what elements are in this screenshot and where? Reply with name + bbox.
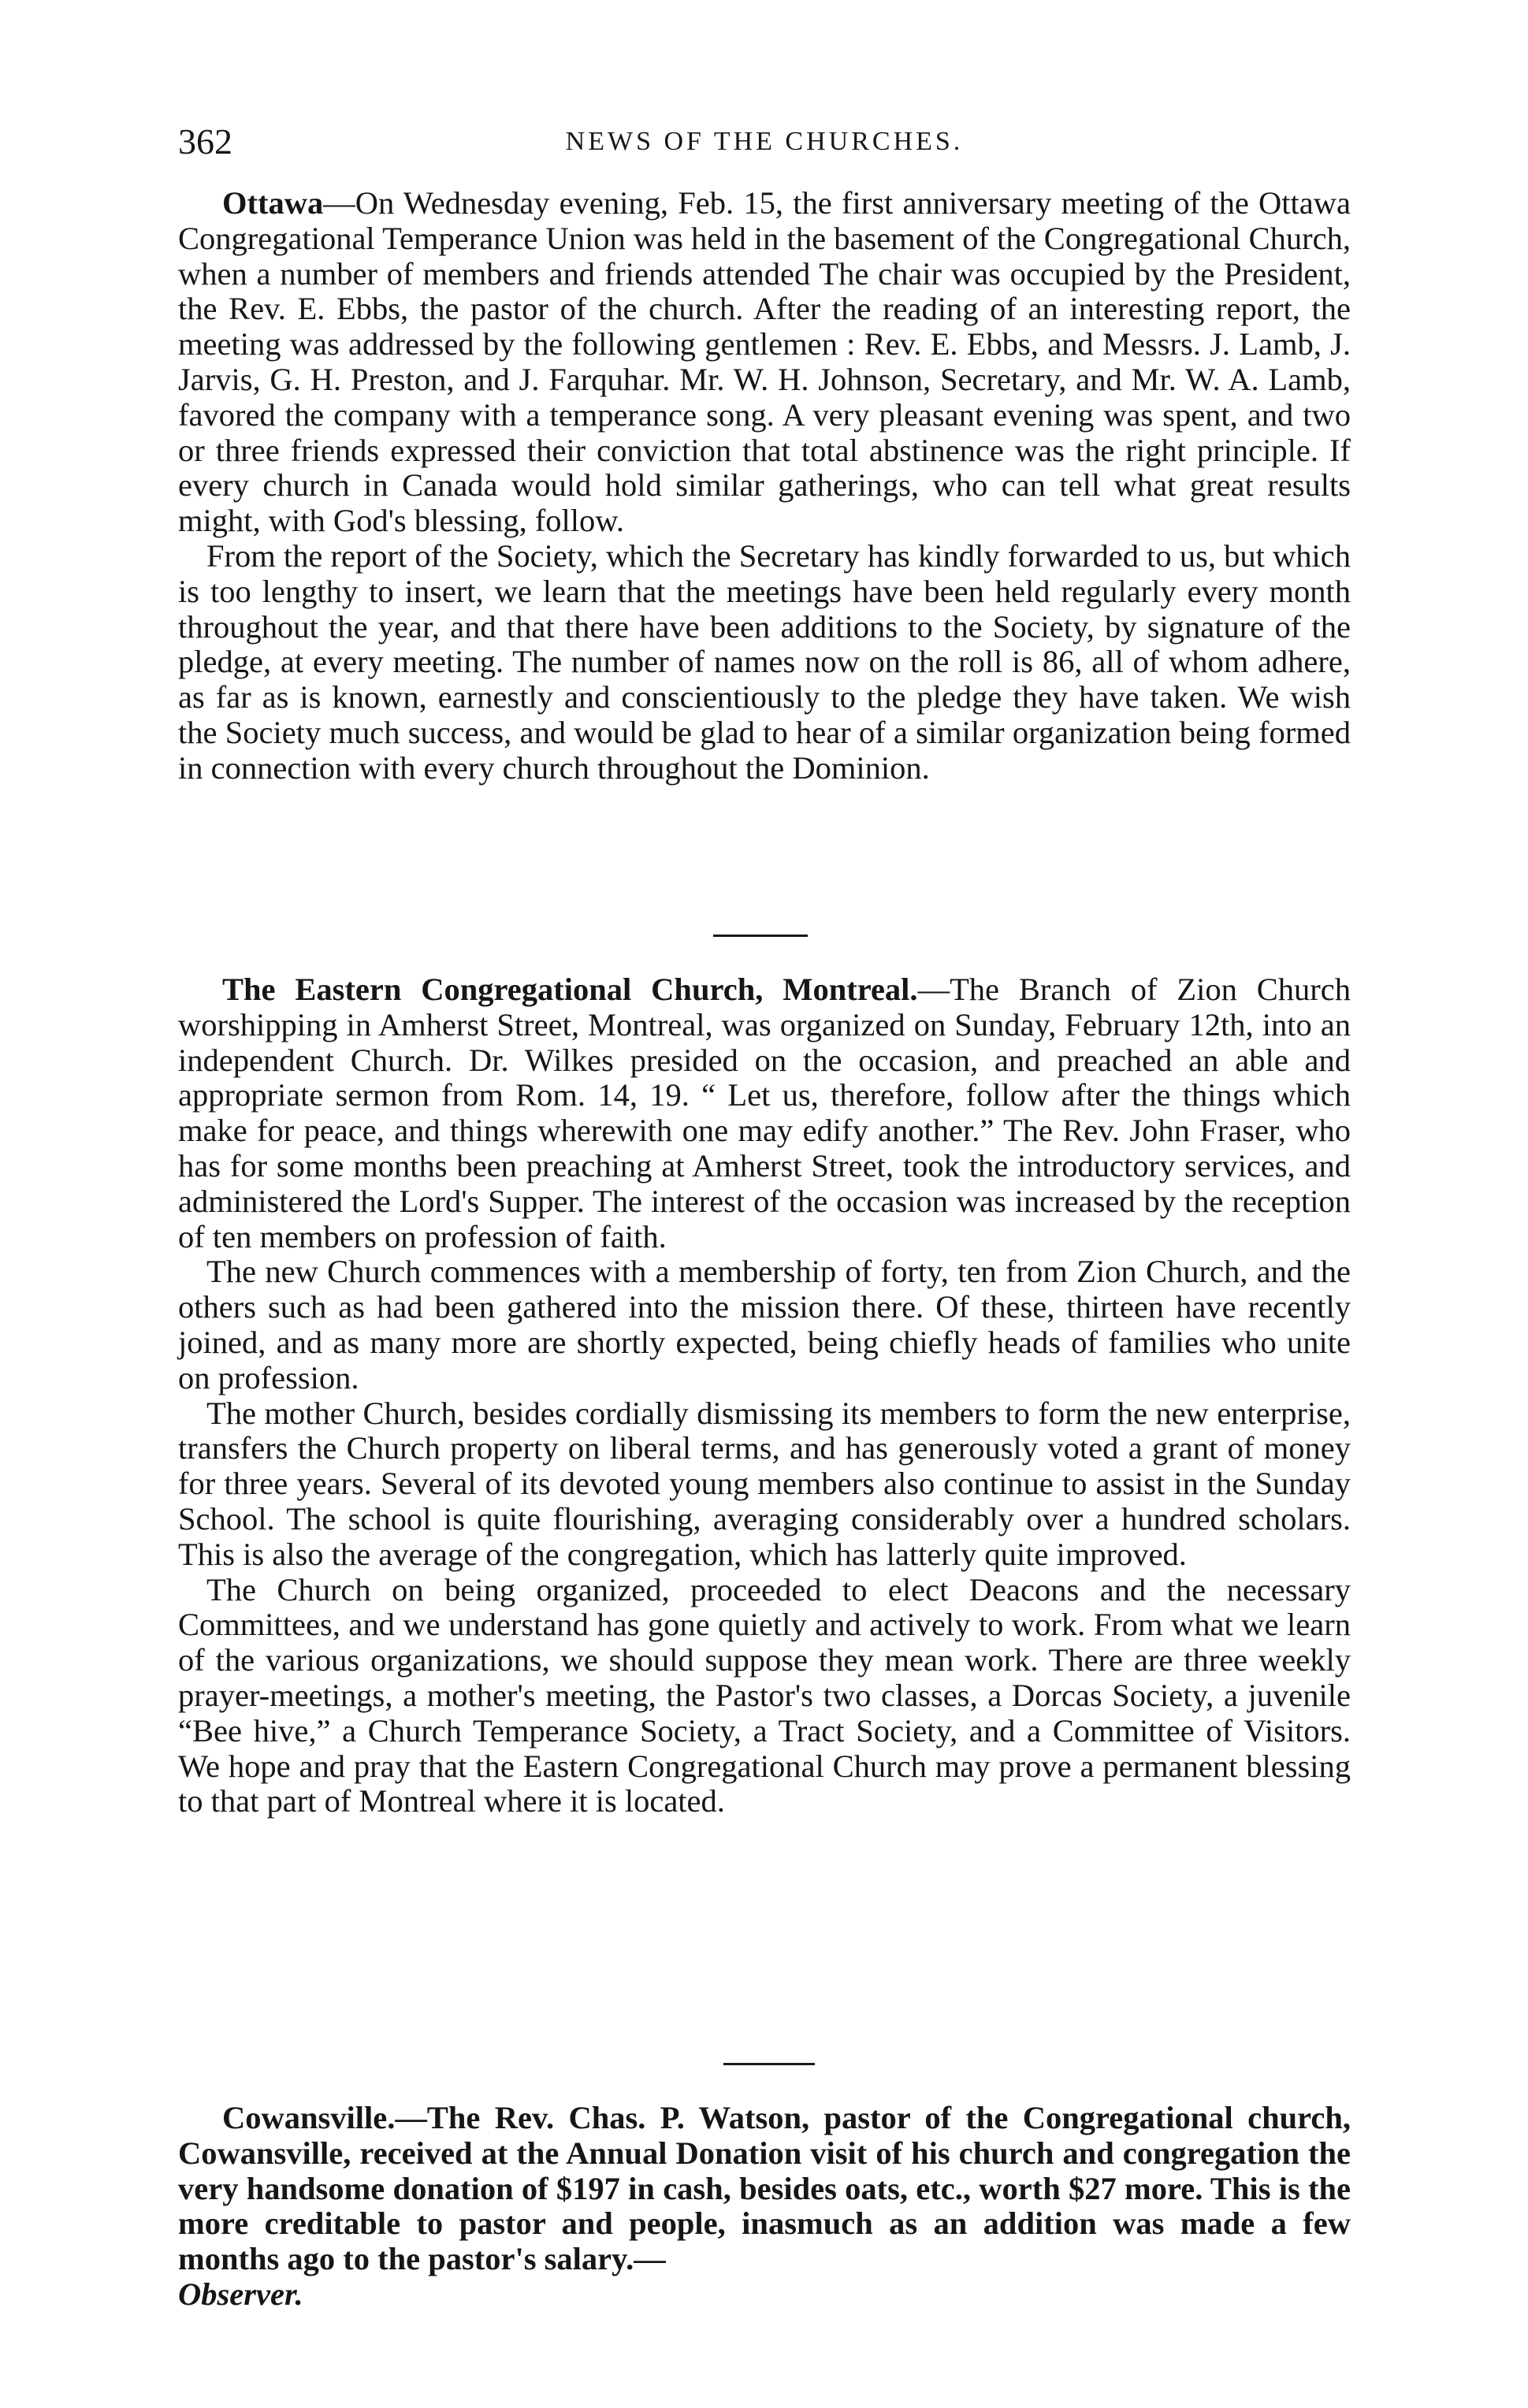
article-ottawa	[178, 186, 1351, 786]
article-heading: Cowansville.	[222, 2100, 396, 2135]
article-paragraph: The Church on being organized, proceeded to elect Deacons and the necessary Committees, and we understand has gone quietly and actively to work. From what we learn of the various organizations, we should suppose they mean work. There are three weekly prayer-meetings, a mother's meeting, the Pastor's two classes, a Dorcas Society, a juvenile “Bee hive,” a Church Temperance Society, a Tract Society, and a Committee of Visitors. We hope and pray that the Eastern Congregational Church may prove a permanent blessing to that part of Montreal where it is located.	[178, 1571, 1351, 1819]
section-divider	[713, 935, 808, 937]
article-paragraph	[178, 186, 1351, 539]
article-paragraph: The mother Church, besides cordially dismissing its members to form the new enterprise, transfers the Church property on liberal terms, and has generously voted a grant of money for three years. Several of its devoted young members also continue to assist in the Sunday School. The school is quite flourishing, averaging considerably over a hundred scholars. This is also the average of the congregation, which has latterly quite improved.	[178, 1395, 1351, 1572]
article-cowansville	[178, 2101, 1351, 2313]
paragraph-text: —The Branch of Zion Church worshipping in Amherst Street, Montreal, was organized on Sunday, February 12th, into an independent Church. Dr. Wilkes presided on the occasion, and preached an able and appropriate sermon from Rom. 14, 19. “ Let us, therefore, follow after the things which make for peace, and things wherewith one may edify another.” The Rev. John Fraser, who has for some months been preaching at Amherst Street, took the introductory services, and administered the Lord's Supper. The interest of the occasion was increased by the reception of ten members on profession of faith.	[178, 972, 1351, 1254]
article-paragraph: The new Church commences with a membership of forty, ten from Zion Church, and the others such as had been gathered into the mission there. Of these, thirteen have recently joined, and as many more are shortly expected, being chiefly heads of families who unite on profession.	[178, 1254, 1351, 1395]
section-divider	[723, 2063, 815, 2065]
source-credit: Observer.	[178, 2276, 303, 2312]
article-heading: The Eastern Congregational Church, Montreal.	[222, 972, 918, 1007]
paragraph-text: —The Rev. Chas. P. Watson, pastor of the Congregational church, Cowansville, received at the Annual Donation visit of his church and congregation the very handsome donation of $197 in cash, besides oats, etc., worth $27 more. This is the more creditable to pastor and people, inasmuch as an addition was made a few months ago to the pastor's salary.—	[178, 2100, 1351, 2277]
running-head	[178, 120, 1351, 164]
page-number: 362	[178, 121, 232, 162]
article-heading: Ottawa	[222, 185, 324, 221]
article-paragraph	[178, 2101, 1351, 2313]
paragraph-text: —On Wednesday evening, Feb. 15, the first anniversary meeting of the Ottawa Congregational Temperance Union was held in the basement of the Congregational Church, when a number of members and friends attended The chair was occupied by the President, the Rev. E. Ebbs, the pastor of the church. After the reading of an interesting report, the meeting was addressed by the following gentlemen : Rev. E. Ebbs, and Messrs. J. Lamb, J. Jarvis, G. H. Preston, and J. Farquhar. Mr. W. H. Johnson, Secretary, and Mr. W. A. Lamb, favored the company with a temperance song. A very pleasant evening was spent, and two or three friends expressed their conviction that total abstinence was the right principle. If every church in Canada would hold similar gatherings, who can tell what great results might, with God's blessing, follow.	[178, 185, 1351, 539]
article-paragraph	[178, 972, 1351, 1254]
article-paragraph: From the report of the Society, which the Secretary has kindly forwarded to us, but which is too lengthy to insert, we learn that the meetings have been held regularly every month throughout the year, and that there have been additions to the Society, by signature of the pledge, at every meeting. The number of names now on the roll is 86, all of whom adhere, as far as is known, earnestly and conscientiously to the pledge they have taken. We wish the Society much success, and would be glad to hear of a similar organization being formed in connection with every church throughout the Dominion.	[178, 537, 1351, 786]
article-eastern-church	[178, 972, 1351, 1819]
running-title: NEWS OF THE CHURCHES.	[565, 127, 964, 156]
